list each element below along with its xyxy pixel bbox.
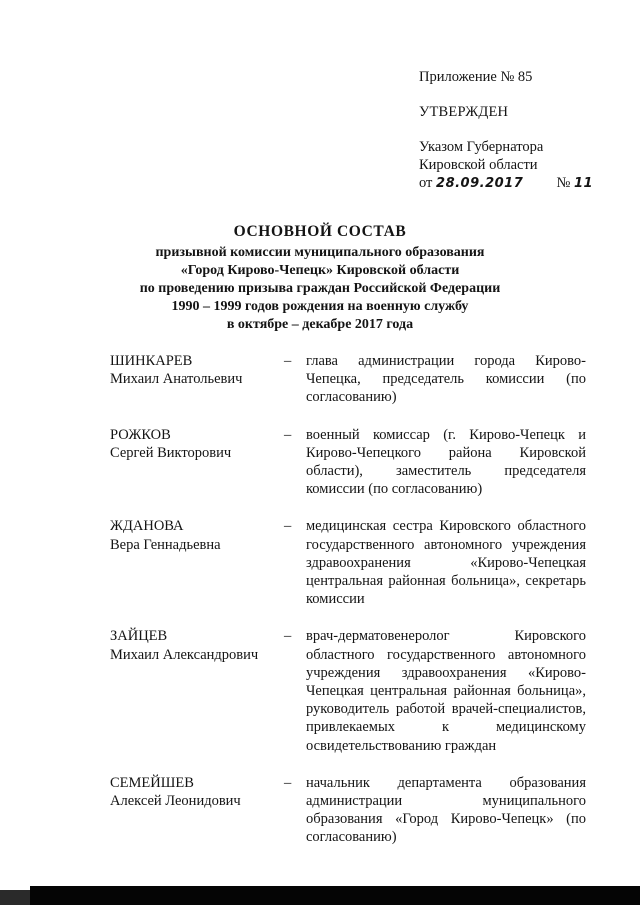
member-entry <box>110 517 586 608</box>
title-main: ОСНОВНОЙ СОСТАВ <box>233 223 407 240</box>
member-name <box>110 517 282 608</box>
approval-header <box>419 68 619 193</box>
member-surname: РОЖКОВ <box>110 426 171 443</box>
member-dash: – <box>284 774 292 791</box>
member-name <box>110 426 282 499</box>
member-given-name: Алексей Леонидович <box>110 793 241 810</box>
member-role: военный комиссар (г. Кирово-Чепецк и Кирово-Чепецкого района Кировской области), заместитель председателя комиссии (по согласованию) <box>306 426 586 498</box>
member-name <box>110 774 282 847</box>
title-line-4: 1990 – 1999 годов рождения на военную службу <box>171 299 469 314</box>
member-dash: – <box>284 426 292 443</box>
title-line-1: призывной комиссии муниципального образования <box>155 245 485 260</box>
number-prefix: № <box>556 175 571 191</box>
member-role: медицинская сестра Кировского областного государственного автономного учреждения здравоохранения «Кирово-Чепецкая центральная районная больница», секретарь комиссии <box>306 518 586 608</box>
member-dash: – <box>284 628 292 645</box>
member-surname: ЗАЙЦЕВ <box>110 628 168 645</box>
handwritten-number: 11 <box>574 176 594 191</box>
decree-line-2: Кировской области <box>419 157 538 173</box>
members-list <box>110 352 586 847</box>
member-role: глава администрации города Кирово-Чепецка, председатель комиссии (по согласованию) <box>306 353 586 406</box>
member-entry <box>110 426 586 499</box>
scan-edge-bar <box>30 886 640 905</box>
scan-edge-shadow <box>0 890 30 905</box>
decree-date-line <box>419 174 619 193</box>
member-name <box>110 627 282 754</box>
member-given-name: Михаил Александрович <box>110 646 259 663</box>
title-line-5: в октябре – декабре 2017 года <box>226 317 414 332</box>
from-prefix: от <box>419 175 433 191</box>
member-dash: – <box>284 353 292 369</box>
document-title <box>80 222 560 334</box>
member-name <box>110 352 282 407</box>
member-entry <box>110 352 586 407</box>
member-surname: ШИНКАРЕВ <box>110 353 193 369</box>
member-given-name: Михаил Анатольевич <box>110 371 243 388</box>
member-role: начальник департамента образования администрации муниципального образования «Город Кирово-Чепецк» (по согласованию) <box>306 774 586 846</box>
approved-label: УТВЕРЖДЕН <box>419 104 509 120</box>
member-given-name: Вера Геннадьевна <box>110 536 221 553</box>
member-surname: ЖДАНОВА <box>110 518 184 535</box>
member-dash: – <box>284 518 292 535</box>
member-entry <box>110 627 586 754</box>
appendix-number: Приложение № 85 <box>419 69 533 85</box>
member-given-name: Сергей Викторович <box>110 444 232 461</box>
title-line-2: «Город Кирово-Чепецк» Кировской области <box>180 263 460 278</box>
member-surname: СЕМЕЙШЕВ <box>110 774 194 791</box>
decree-line-1: Указом Губернатора <box>419 139 544 155</box>
handwritten-date: 28.09.2017 <box>436 176 524 191</box>
member-role: врач-дерматовенеролог Кировского областного государственного автономного учреждения здравоохранения «Кирово-Чепецкая центральная районная больница», руководитель работой врачей-специалистов, привлекаемых к медицинскому освидетельствованию граждан <box>306 628 586 754</box>
member-entry <box>110 774 586 847</box>
title-line-3: по проведению призыва граждан Российской Федерации <box>139 281 501 296</box>
